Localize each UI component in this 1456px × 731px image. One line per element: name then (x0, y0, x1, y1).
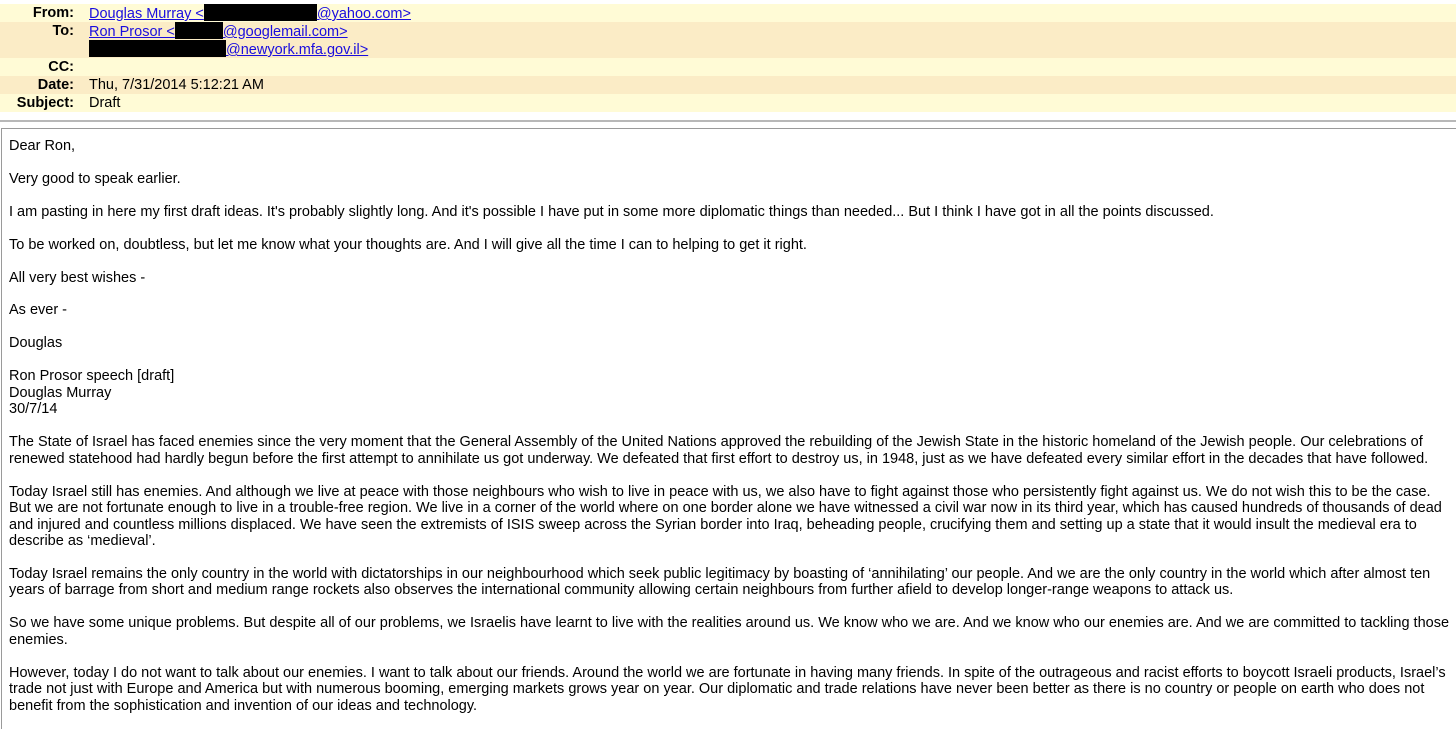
redaction-box (175, 22, 223, 39)
speech-paragraph: However, today I do not want to talk about our enemies. I want to talk about our friends. Around the world we are fortunate in having many friends. In spite of the outrageous and racist efforts to boycott Israeli products, Israel’s trade not just with Europe and America but with numerous booming, emerging markets grows year on year. Our diplomatic and trade relations have never been better as there is no country or people on earth who does not benefit from the sophistication and invention of our ideas and technology. (9, 664, 1446, 714)
subject-label: Subject: (16, 95, 74, 111)
to2-domain[interactable]: @newyork.mfa.gov.il> (226, 42, 369, 58)
message-body[interactable] (9, 138, 1454, 731)
from-domain[interactable]: @yahoo.com> (316, 6, 411, 22)
body-paragraph: Very good to speak earlier. (9, 170, 181, 187)
from-label: From: (32, 5, 74, 21)
body-paragraph: To be worked on, doubtless, but let me know what your thoughts are. And I will give all the time I can to helping to get it right. (9, 236, 807, 253)
signature: Douglas (9, 335, 63, 352)
body-paragraph: I am pasting in here my first draft ideas. It's probably slightly long. And it's possible I have put in some more diplomatic things than needed... But I think I have got in all the points discussed. (9, 203, 1214, 220)
from-name[interactable]: Douglas Murray < (89, 6, 204, 22)
from-row (0, 4, 1456, 22)
to1-domain[interactable]: @googlemail.com> (222, 24, 348, 40)
redaction-box (89, 40, 226, 57)
cc-row (0, 58, 1456, 76)
date-value: Thu, 7/31/2014 5:12:21 AM (89, 77, 264, 93)
redaction-box (204, 4, 317, 21)
from-value (89, 4, 411, 23)
email-header (0, 0, 1456, 113)
to-recipient-2 (89, 40, 368, 59)
to-recipient-2-link[interactable] (89, 42, 368, 58)
body-paragraph: As ever - (9, 302, 68, 319)
to-label: To: (52, 23, 74, 39)
to-row (0, 22, 1456, 58)
from-sender-link[interactable] (89, 6, 411, 22)
speech-paragraph: Today Israel remains the only country in the world with dictatorships in our neighbourhood which seek public legitimacy by boasting of ‘annihilating’ our people. And we are the only country in the world which after almost ten years of barrage from short and medium range rockets also observes the international community allowing certain neighbours from further afield to develop longer-range weapons to attack us. (9, 565, 1431, 599)
speech-heading (9, 368, 1454, 418)
speech-title: Ron Prosor speech [draft] (9, 368, 175, 385)
subject-row (0, 94, 1456, 112)
speech-date: 30/7/14 (9, 401, 58, 418)
header-divider (0, 120, 1456, 122)
speech-paragraph: The State of Israel has faced enemies since the very moment that the General Assembly of the United Nations approved the rebuilding of the Jewish State in the historic homeland of the Jewish people. Our celebrations of renewed statehood had hardly begun before the first attempt to annihilate us got underway. We defeated that first effort to destroy us, in 1948, just as we have defeated every similar effort in the decades that have followed. (9, 434, 1429, 467)
date-label: Date: (37, 77, 74, 93)
to1-name[interactable]: Ron Prosor < (89, 24, 175, 40)
speech-author: Douglas Murray (9, 384, 112, 401)
speech-paragraph: So we have some unique problems. But despite all of our problems, we Israelis have learnt to live with the realities around us. We know who we are. And we know who our enemies are. And we are committed to tackling those enemies. (9, 615, 1450, 648)
to-recipient-1-link[interactable] (89, 24, 348, 40)
body-paragraph: All very best wishes - (9, 269, 146, 286)
speech-paragraph: Today Israel still has enemies. And although we live at peace with those neighbours who wish to live in peace with us, we also have to fight against those who persistently fight against us. We do not wish this to be the case. But we are not fortunate enough to live in a trouble-free region. We live in a corner of the world where on one border alone we have witnessed a civil war now in its third year, which has caused hundreds of thousands of dead and injured and countless millions displaced. We have seen the extremists of ISIS sweep across the Syrian border into Iraq, beheading people, crucifying them and setting up a state that it would insult the medieval era to describe as ‘medieval’. (9, 483, 1442, 550)
to-recipient-1 (89, 22, 348, 41)
cc-label: CC: (48, 59, 74, 75)
date-row (0, 76, 1456, 94)
greeting: Dear Ron, (9, 138, 76, 154)
subject-value: Draft (89, 95, 121, 111)
